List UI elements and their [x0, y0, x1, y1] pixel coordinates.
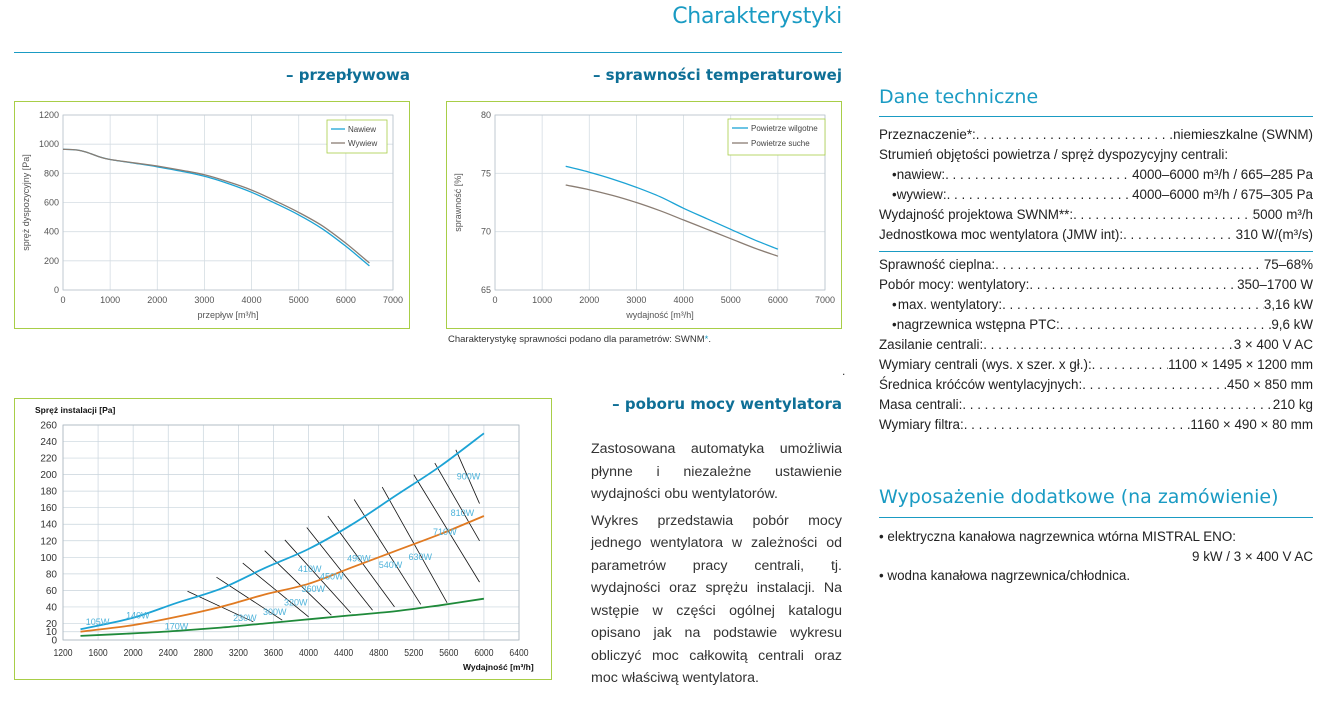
- power-annotation: 410W: [298, 564, 322, 575]
- legend-label: Nawiew: [348, 125, 377, 134]
- title-divider: [14, 52, 842, 53]
- spec-value: 9,6 kW: [1271, 316, 1313, 332]
- y-tick-label: 160: [40, 503, 57, 515]
- section-efficiency-title: – sprawności temperaturowej: [592, 66, 842, 84]
- spec-label: nawiew:: [896, 167, 946, 183]
- power-annotation: 140W: [126, 610, 150, 621]
- dot-leader: [995, 255, 1264, 275]
- efficiency-note: [448, 334, 711, 345]
- spec-label: max. wentylatory:: [897, 296, 1003, 312]
- spec-value: niemieszkalne (SWNM): [1173, 127, 1313, 142]
- spec-value: 210 kg: [1272, 397, 1313, 413]
- x-tick-label: 7000: [814, 295, 836, 305]
- power-chart: [15, 399, 553, 681]
- accessory-item: [879, 527, 1313, 547]
- iso-power-line: [382, 487, 447, 603]
- description-paragraph-2: Wykres przedstawia pobór mocy jednego wentylatora w zależności od parametrów pracy centrali, tj. wydajności oraz sprężu instalacji. Na wstępie w części ogólnej katalogu opisano jak na podstawie wykresu obliczyć moc całkowitą centrali oraz moc właściwą wentylatora.: [591, 512, 842, 686]
- y-tick-label: 0: [53, 285, 59, 295]
- spec-row: [879, 315, 1313, 335]
- dot-leader: [976, 125, 1173, 145]
- y-tick-label: 220: [40, 453, 57, 465]
- spec-separator: [879, 251, 1313, 252]
- bullet-icon: •: [892, 296, 897, 312]
- x-axis-label: wydajność [m³/h]: [626, 310, 694, 320]
- y-axis-label: Spręż instalacji [Pa]: [35, 405, 116, 415]
- spec-row: [879, 145, 1313, 165]
- y-tick-label: 75: [480, 168, 491, 179]
- accessories-list: [879, 527, 1313, 586]
- spec-value: 4000–6000 m³/h / 665–285 Pa: [1132, 167, 1313, 183]
- x-tick-label: 3600: [263, 647, 284, 659]
- bullet-icon: •: [879, 529, 888, 544]
- x-tick-label: 5600: [439, 647, 459, 659]
- bullet-icon: •: [892, 316, 897, 332]
- y-tick-label: 20: [45, 618, 57, 630]
- x-tick-label: 4800: [369, 647, 389, 659]
- dot-leader: [964, 415, 1191, 435]
- dot-leader: [945, 165, 1132, 185]
- x-tick-label: 1600: [88, 647, 108, 659]
- spec-row: [879, 415, 1313, 435]
- y-tick-label: 60: [45, 585, 57, 597]
- spec-row: [879, 355, 1313, 375]
- tech-specs: [879, 125, 1313, 435]
- spec-value: 350–1700 W: [1237, 276, 1313, 292]
- spec-row: [879, 205, 1313, 225]
- dot-leader: [1123, 225, 1236, 245]
- x-tick-label: 4000: [673, 295, 694, 305]
- spec-label: Sprawność cieplna:: [879, 256, 996, 272]
- dot-leader: [1092, 355, 1168, 375]
- page-title: Charakterystyki: [672, 4, 842, 29]
- x-tick-label: 0: [492, 295, 498, 305]
- spec-label: Zasilanie centrali:: [879, 336, 984, 352]
- x-tick-label: 5000: [720, 295, 741, 305]
- spec-value: 4000–6000 m³/h / 675–305 Pa: [1132, 187, 1313, 203]
- x-tick-label: 6000: [474, 647, 494, 659]
- spec-value: 3,16 kW: [1263, 296, 1313, 312]
- y-tick-label: 260: [40, 420, 57, 432]
- legend-label: Powietrze wilgotne: [751, 124, 818, 133]
- spec-row: [879, 275, 1313, 295]
- series-line: [81, 433, 484, 632]
- y-tick-label: 400: [43, 226, 59, 237]
- x-tick-label: 1000: [532, 295, 553, 305]
- power-annotation: 540W: [378, 560, 403, 571]
- power-annotation: 810W: [450, 507, 475, 518]
- dot-leader: [962, 395, 1272, 415]
- accessories-divider: [879, 517, 1313, 518]
- tech-divider: [879, 116, 1313, 117]
- x-tick-label: 2800: [193, 647, 213, 659]
- legend-label: Wywiew: [348, 139, 378, 148]
- spec-row: [879, 185, 1313, 205]
- dot-leader: [1029, 275, 1237, 295]
- y-axis-label: spręż dyspozycyjny [Pa]: [21, 154, 31, 251]
- spec-value: 1100 × 1495 × 1200 mm: [1168, 357, 1313, 373]
- section-power-title: – poboru mocy wentylatora: [612, 395, 842, 413]
- dot-leader: [947, 185, 1133, 205]
- y-tick-label: 70: [480, 226, 491, 237]
- y-tick-label: 10: [45, 627, 57, 639]
- section-flow-title: – przepływowa: [286, 66, 410, 84]
- spec-label: Wydajność projektowa SWNM**:: [879, 207, 1074, 223]
- description: [591, 438, 842, 694]
- spec-row: [879, 295, 1313, 315]
- flow-chart-panel: [14, 101, 410, 329]
- power-annotation: 300W: [262, 607, 287, 618]
- stray-dot: .: [842, 364, 846, 378]
- dot-leader: [1002, 295, 1264, 315]
- flow-chart: [15, 102, 411, 330]
- y-tick-label: 120: [40, 536, 57, 548]
- y-tick-label: 40: [45, 602, 57, 614]
- efficiency-note-dot: .: [708, 334, 711, 345]
- spec-row: [879, 165, 1313, 185]
- x-tick-label: 3000: [626, 295, 647, 305]
- accessory-text: wodna kanałowa nagrzewnica/chłodnica.: [887, 568, 1131, 584]
- x-tick-label: 5000: [288, 295, 309, 305]
- power-annotation: 320W: [283, 597, 308, 608]
- power-annotation: 900W: [456, 471, 481, 482]
- spec-label: Masa centrali:: [879, 397, 963, 413]
- dot-leader: [1073, 205, 1253, 225]
- spec-value: 75–68%: [1263, 256, 1313, 272]
- spec-label: Strumień objętości powietrza / spręż dyspozycyjny centrali:: [879, 147, 1229, 163]
- series-line: [566, 185, 778, 256]
- power-annotation: 450W: [319, 571, 344, 582]
- spec-row: [879, 225, 1313, 245]
- y-tick-label: 240: [40, 437, 57, 449]
- spec-row: [879, 395, 1313, 415]
- power-annotation: 105W: [85, 617, 110, 628]
- bullet-icon: •: [879, 568, 888, 584]
- bullet-icon: •: [892, 187, 897, 203]
- spec-value: 1160 × 490 × 80 mm: [1190, 417, 1313, 433]
- dot-leader: [1082, 375, 1227, 395]
- y-tick-label: 80: [45, 569, 57, 581]
- x-tick-label: 3000: [194, 295, 215, 305]
- x-tick-label: 2000: [579, 295, 600, 305]
- x-tick-label: 0: [60, 295, 66, 305]
- x-tick-label: 7000: [382, 295, 404, 305]
- spec-label: Wymiary filtra:: [879, 417, 964, 433]
- x-tick-label: 3200: [228, 647, 248, 659]
- spec-value: 3 × 400 V AC: [1233, 336, 1313, 352]
- x-tick-label: 1000: [100, 295, 121, 305]
- spec-label: Przeznaczenie*:: [879, 127, 976, 142]
- accessory-text: elektryczna kanałowa nagrzewnica wtórna MISTRAL ENO:: [887, 529, 1236, 544]
- series-line: [63, 149, 369, 266]
- x-tick-label: 6000: [335, 295, 356, 305]
- power-annotation: 710W: [433, 526, 457, 537]
- efficiency-note-asterisk: *: [704, 334, 709, 345]
- y-tick-label: 65: [480, 285, 491, 295]
- x-tick-label: 4000: [241, 295, 262, 305]
- y-tick-label: 180: [40, 486, 57, 498]
- power-annotation: 170W: [164, 621, 189, 632]
- bullet-icon: •: [892, 167, 897, 183]
- y-tick-label: 0: [51, 635, 57, 647]
- legend-label: Powietrze suche: [751, 139, 810, 148]
- efficiency-chart: [447, 102, 843, 330]
- spec-row: [879, 125, 1313, 145]
- tech-title: Dane techniczne: [879, 86, 1039, 108]
- x-tick-label: 1200: [53, 647, 73, 659]
- y-tick-label: 140: [40, 519, 57, 531]
- y-tick-label: 1000: [38, 139, 59, 150]
- x-tick-label: 4400: [334, 647, 354, 659]
- spec-value: 5000 m³/h: [1252, 207, 1313, 223]
- y-tick-label: 600: [43, 197, 59, 208]
- x-tick-label: 6000: [767, 295, 788, 305]
- spec-value: 450 × 850 mm: [1227, 377, 1313, 393]
- efficiency-note-text: Charakterystykę sprawności podano dla parametrów: SWNM: [448, 334, 705, 345]
- power-chart-panel: [14, 398, 552, 680]
- y-axis-label: sprawność [%]: [453, 173, 463, 232]
- spec-label: nagrzewnica wstępna PTC:: [896, 316, 1060, 332]
- y-tick-label: 800: [43, 168, 59, 179]
- spec-value: 310 W/(m³/s): [1235, 227, 1313, 243]
- y-tick-label: 200: [40, 470, 57, 482]
- efficiency-chart-panel: [446, 101, 842, 329]
- spec-label: Wymiary centrali (wys. x szer. x gł.):: [879, 357, 1092, 373]
- dot-leader: [1060, 315, 1272, 335]
- x-tick-label: 2000: [123, 647, 143, 659]
- x-tick-label: 2400: [158, 647, 178, 659]
- spec-label: Średnica króćców wentylacyjnych:: [879, 377, 1083, 393]
- dot-leader: [983, 335, 1234, 355]
- y-tick-label: 100: [40, 552, 57, 564]
- series-line: [566, 166, 778, 249]
- spec-row: [879, 335, 1313, 355]
- x-tick-label: 2000: [147, 295, 168, 305]
- x-axis-label: Wydajność [m³/h]: [463, 662, 534, 672]
- spec-label: wywiew:: [896, 187, 947, 203]
- spec-row: [879, 255, 1313, 275]
- power-annotation: 490W: [347, 553, 371, 564]
- accessories-title: Wyposażenie dodatkowe (na zamówienie): [879, 486, 1279, 508]
- spec-label: Jednostkowa moc wentylatora (JMW int):: [879, 227, 1124, 243]
- accessory-item: [879, 566, 1313, 586]
- y-tick-label: 200: [43, 255, 59, 266]
- x-tick-label: 4000: [298, 647, 319, 659]
- power-annotation: 630W: [408, 551, 433, 562]
- x-axis-label: przepływ [m³/h]: [197, 310, 259, 320]
- description-paragraph-1: Zastosowana automatyka umożliwia płynne i niezależne ustawienie wydajności obu wentylatorów.: [591, 441, 842, 502]
- x-tick-label: 5200: [404, 647, 424, 659]
- power-annotation: 360W: [301, 584, 326, 595]
- spec-label: Pobór mocy: wentylatory:: [879, 276, 1030, 292]
- power-annotation: 230W: [233, 612, 257, 623]
- y-tick-label: 1200: [38, 110, 59, 120]
- spec-row: [879, 375, 1313, 395]
- accessory-text-2: 9 kW / 3 × 400 V AC: [1192, 548, 1313, 564]
- y-tick-label: 80: [480, 110, 491, 120]
- x-tick-label: 6400: [509, 647, 529, 659]
- series-line: [63, 149, 369, 263]
